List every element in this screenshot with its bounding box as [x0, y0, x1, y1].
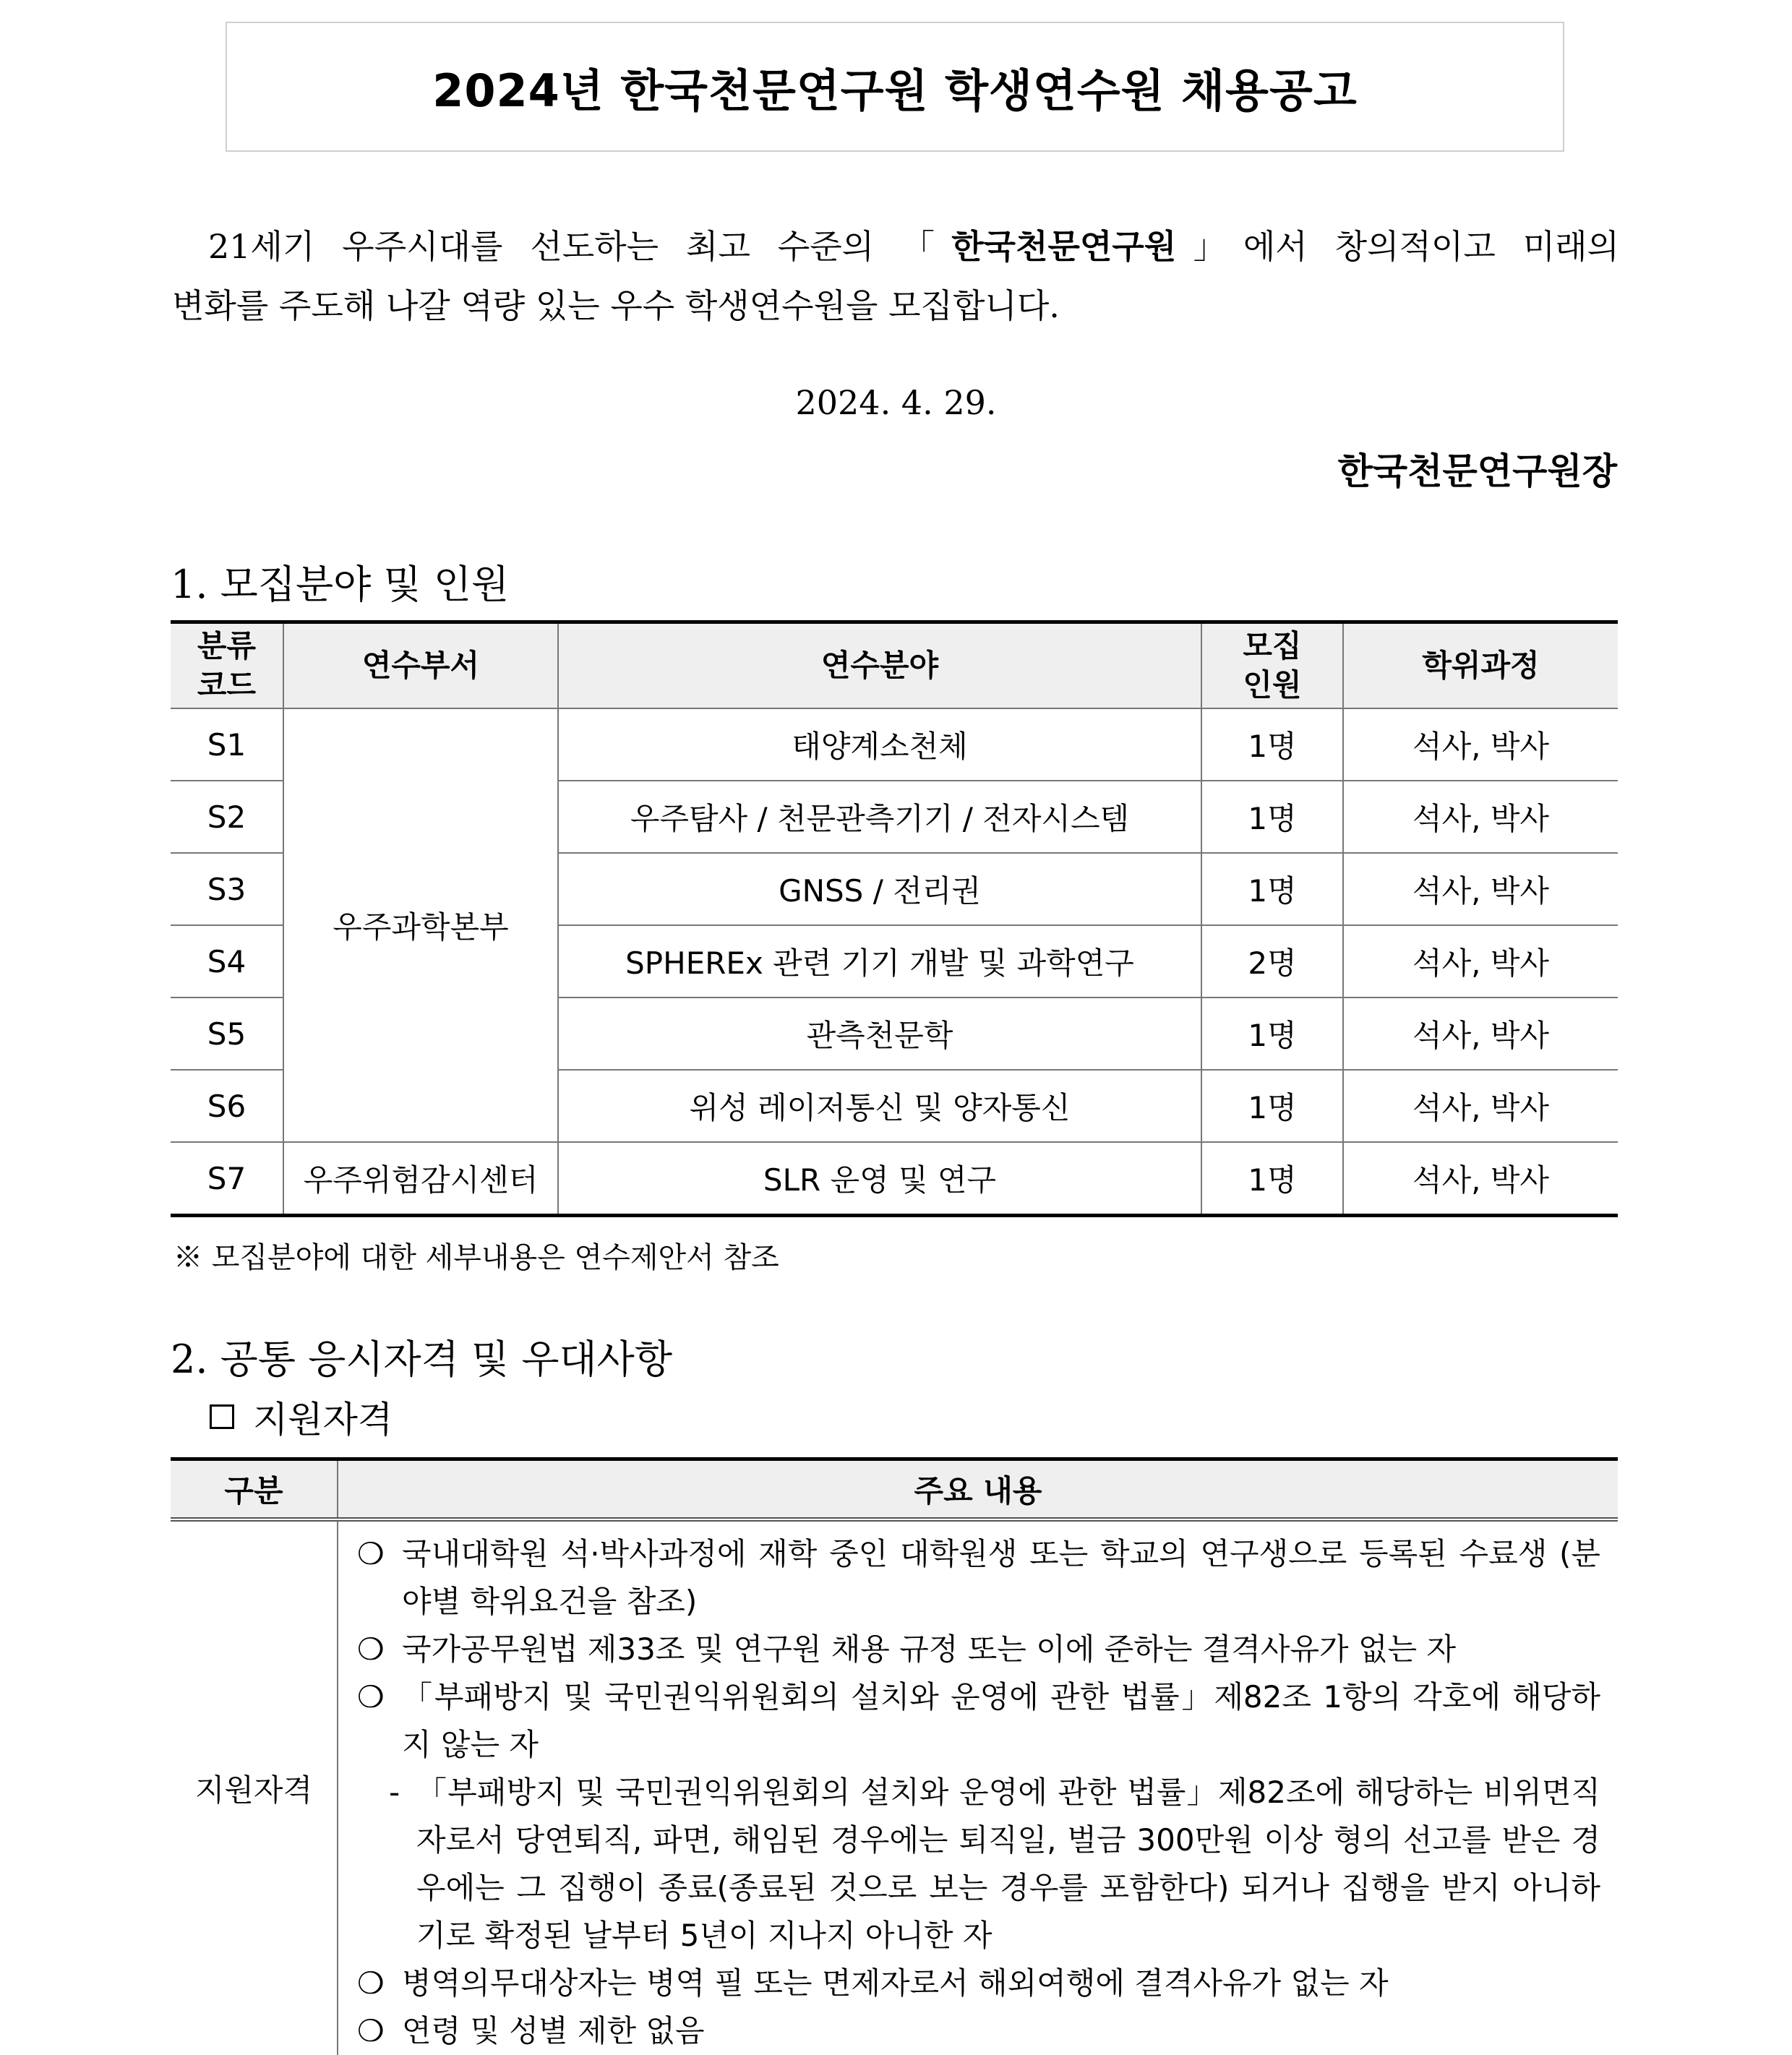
row-count: 1명	[1201, 1070, 1343, 1142]
table-note: ※ 모집분야에 대한 세부내용은 연수제안서 참조	[173, 1241, 779, 1274]
sub-list-item-text: 「부패방지 및 국민권익위원회의 설치와 운영에 관한 법률」제82조에 해당하는 비위면직자로서 당연퇴직, 파면, 해임된 경우에는 퇴직일, 벌금 300만원 이상 형의 선고를 받은 경우에는 그 집행이 종료(종료된 것으로 보는 경우를 포함한다) 되거나 집행을 받지 아니하기로 확정된 날부터 5년이 지나지 아니한 자	[416, 1775, 1600, 1953]
row-count: 1명	[1201, 781, 1343, 853]
circle-bullet-icon: ❍	[357, 1679, 385, 1715]
row-field: GNSS / 전리권	[558, 853, 1201, 925]
dept-cell: 우주위험감시센터	[283, 1142, 558, 1216]
row-field: SLR 운영 및 연구	[558, 1142, 1201, 1216]
header-code	[171, 622, 283, 709]
row-degree: 석사, 박사	[1343, 1142, 1618, 1216]
row-count: 2명	[1201, 925, 1343, 998]
circle-bullet-icon: ❍	[357, 1965, 385, 2001]
row-degree: 석사, 박사	[1343, 781, 1618, 853]
qualification-table	[171, 1457, 1618, 2055]
intro-line-1	[172, 217, 1619, 276]
intro-text-before: 21세기 우주시대를 선도하는 최고 수준의 「	[208, 227, 952, 266]
section1-heading: 1. 모집분야 및 인원	[171, 562, 510, 607]
list-item-text: 국가공무원법 제33조 및 연구원 채용 규정 또는 이에 준하는 결격사유가 없는 자	[402, 1631, 1457, 1667]
row-code: S3	[171, 853, 283, 925]
list-item	[357, 2007, 1600, 2055]
header-degree: 학위과정	[1343, 622, 1618, 709]
intro-line-2: 변화를 주도해 나갈 역량 있는 우수 학생연수원을 모집합니다.	[172, 286, 1060, 325]
circle-bullet-icon: ❍	[357, 1536, 385, 1571]
recruitment-table-header	[171, 622, 1618, 709]
list-item	[357, 1673, 1600, 1769]
row-field: 우주탐사 / 천문관측기기 / 전자시스템	[558, 781, 1201, 853]
list-item	[357, 1626, 1600, 1673]
qualification-table-header	[171, 1459, 1618, 1520]
row-code: S6	[171, 1070, 283, 1142]
header-count	[1201, 622, 1343, 709]
page-title: 2024년 한국천문연구원 학생연수원 채용공고	[432, 64, 1358, 117]
issuer: 한국천문연구원장	[1337, 450, 1617, 492]
row-count: 1명	[1201, 1142, 1343, 1216]
row-degree: 석사, 박사	[1343, 998, 1618, 1070]
row-degree: 석사, 박사	[1343, 708, 1618, 781]
row-code: S2	[171, 781, 283, 853]
header-category: 구분	[171, 1459, 338, 1520]
list-item-text: 국내대학원 석·박사과정에 재학 중인 대학원생 또는 학교의 연구생으로 등록된 수료생 (분야별 학위요건을 참조)	[402, 1536, 1600, 1619]
row-field: 태양계소천체	[558, 708, 1201, 781]
list-item-text: 병역의무대상자는 병역 필 또는 면제자로서 해외여행에 결격사유가 없는 자	[402, 1965, 1389, 2001]
list-item	[357, 1530, 1600, 1626]
row-field: 위성 레이저통신 및 양자통신	[558, 1070, 1201, 1142]
intro-org-name: 한국천문연구원	[951, 227, 1177, 266]
category-cell: 지원자격	[171, 1519, 338, 2055]
notice-date: 2024. 4. 29.	[795, 383, 997, 422]
header-count-line1: 모집	[1243, 628, 1302, 664]
list-item-text: 연령 및 성별 제한 없음	[402, 2013, 705, 2048]
row-degree: 석사, 박사	[1343, 1070, 1618, 1142]
header-content: 주요 내용	[338, 1459, 1618, 1520]
header-count-line2: 인원	[1243, 667, 1302, 703]
row-degree: 석사, 박사	[1343, 853, 1618, 925]
table-row	[171, 708, 1618, 781]
list-item-text: 「부패방지 및 국민권익위원회의 설치와 운영에 관한 법률」제82조 1항의 각호에 해당하지 않는 자	[402, 1679, 1600, 1762]
circle-bullet-icon: ❍	[357, 1631, 385, 1667]
dept-cell: 우주과학본부	[283, 708, 558, 1142]
header-code-line1: 분류	[197, 628, 257, 664]
recruitment-table	[171, 620, 1618, 1217]
list-item	[357, 1960, 1600, 2007]
row-count: 1명	[1201, 708, 1343, 781]
qualification-row	[171, 1519, 1618, 2055]
sub-list-item	[357, 1769, 1600, 1960]
circle-bullet-icon: ❍	[357, 2013, 385, 2048]
table-row	[171, 1142, 1618, 1216]
title-box	[226, 22, 1564, 152]
header-field: 연수분야	[558, 622, 1201, 709]
row-count: 1명	[1201, 998, 1343, 1070]
section2-heading: 2. 공통 응시자격 및 우대사항	[171, 1337, 672, 1382]
dash-bullet-icon: -	[389, 1775, 400, 1810]
subheading-label: 지원자격	[253, 1399, 393, 1441]
header-dept: 연수부서	[283, 622, 558, 709]
content-cell	[338, 1519, 1618, 2055]
intro-text-after: 」에서 창의적이고 미래의	[1176, 227, 1619, 266]
row-code: S1	[171, 708, 283, 781]
row-degree: 석사, 박사	[1343, 925, 1618, 998]
row-field: SPHEREx 관련 기기 개발 및 과학연구	[558, 925, 1201, 998]
header-code-line2: 코드	[197, 667, 257, 703]
row-count: 1명	[1201, 853, 1343, 925]
checkbox-icon	[210, 1404, 234, 1429]
section2-subheading	[210, 1391, 393, 1443]
row-code: S4	[171, 925, 283, 998]
intro-paragraph	[172, 217, 1619, 335]
row-field: 관측천문학	[558, 998, 1201, 1070]
row-code: S5	[171, 998, 283, 1070]
row-code: S7	[171, 1142, 283, 1216]
